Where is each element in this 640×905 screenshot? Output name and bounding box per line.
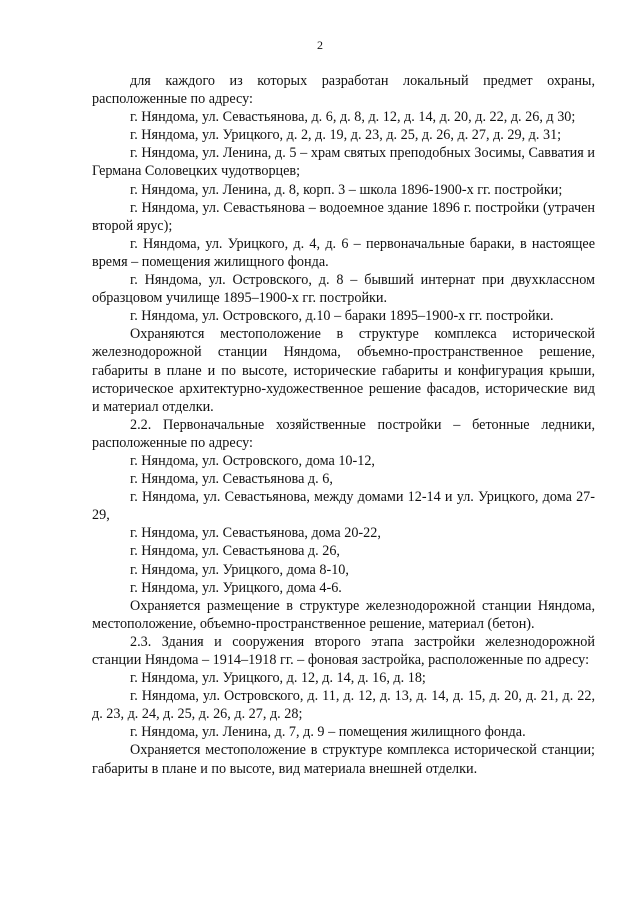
document-body [92,72,595,778]
address-lenina-5-church: г. Няндома, ул. Ленина, д. 5 – храм святых преподобных Зосимы, Савватия и Германа Соловецких чудотворцев; [92,145,595,180]
address-ice-house-3: г. Няндома, ул. Севастьянова, между домами 12-14 и ул. Урицкого, дома 27-29, [92,489,595,524]
paragraph-protected-subject-intro: для каждого из которых разработан локальный предмет охраны, расположенные по адресу: [92,73,595,108]
paragraph-protected-features-2: Охраняется размещение в структуре железнодорожной станции Няндома, местоположение, объемно-пространственное решение, материал (бетон). [92,597,595,632]
address-ice-house-7: г. Няндома, ул. Урицкого, дома 4-6. [130,579,342,596]
address-ice-house-6: г. Няндома, ул. Урицкого, дома 8-10, [130,561,349,578]
address-uritskogo-barracks: г. Няндома, ул. Урицкого, д. 4, д. 6 – первоначальные бараки, в настоящее время – помещения жилищного фонда. [92,235,595,270]
address-uritskogo-background: г. Няндома, ул. Урицкого, д. 12, д. 14, д. 16, д. 18; [130,670,426,687]
address-ice-house-2: г. Няндома, ул. Севастьянова д. 6, [130,471,333,488]
section-2-2-heading: 2.2. Первоначальные хозяйственные постройки – бетонные ледники, расположенные по адресу: [92,416,595,451]
address-ice-house-1: г. Няндома, ул. Островского, дома 10-12, [130,452,375,469]
address-sevastyanova-water-building: г. Няндома, ул. Севастьянова – водоемное здание 1896 г. постройки (утрачен второй ярус); [92,199,595,234]
section-2-3-heading: 2.3. Здания и сооружения второго этапа застройки железнодорожной станции Няндома – 1914–1918 гг. – фоновая застройка, расположенные по адресу: [92,633,595,668]
address-ice-house-4: г. Няндома, ул. Севастьянова, дома 20-22, [130,525,381,542]
address-sevastyanova-houses: г. Няндома, ул. Севастьянова, д. 6, д. 8, д. 12, д. 14, д. 20, д. 22, д. 26, д 30; [130,109,576,126]
address-uritskogo-houses: г. Няндома, ул. Урицкого, д. 2, д. 19, д. 23, д. 25, д. 26, д. 27, д. 29, д. 31; [130,127,562,144]
address-ostrovskogo-background: г. Няндома, ул. Островского, д. 11, д. 12, д. 13, д. 14, д. 15, д. 20, д. 21, д. 22, д. 23, д. 24, д. 25, д. 26, д. 27, д. 28; [92,688,595,723]
address-lenina-8-school: г. Няндома, ул. Ленина, д. 8, корп. 3 – школа 1896-1900-х гг. постройки; [130,181,563,198]
paragraph-protected-features-3: Охраняется местоположение в структуре комплекса исторической станции; габариты в плане и по высоте, вид материала внешней отделки. [92,742,595,777]
address-ice-house-5: г. Няндома, ул. Севастьянова д. 26, [130,543,340,560]
address-lenina-background: г. Няндома, ул. Ленина, д. 7, д. 9 – помещения жилищного фонда. [130,724,526,741]
page-number: 2 [317,38,323,52]
address-ostrovskogo-8-boarding: г. Няндома, ул. Островского, д. 8 – бывший интернат при двухклассном образцовом училище 1895–1900-х гг. постройки. [92,272,595,307]
address-ostrovskogo-10-barracks: г. Няндома, ул. Островского, д.10 – бараки 1895–1900-х гг. постройки. [130,308,554,325]
paragraph-protected-features-1: Охраняются местоположение в структуре комплекса исторической железнодорожной станции Няндома, объемно-пространственное решение, габариты в плане и по высоте, исторические габариты и конфигурация крыши, историческое архитектурно-художественное решение фасадов, исторические вид и материал отделки. [92,326,595,415]
